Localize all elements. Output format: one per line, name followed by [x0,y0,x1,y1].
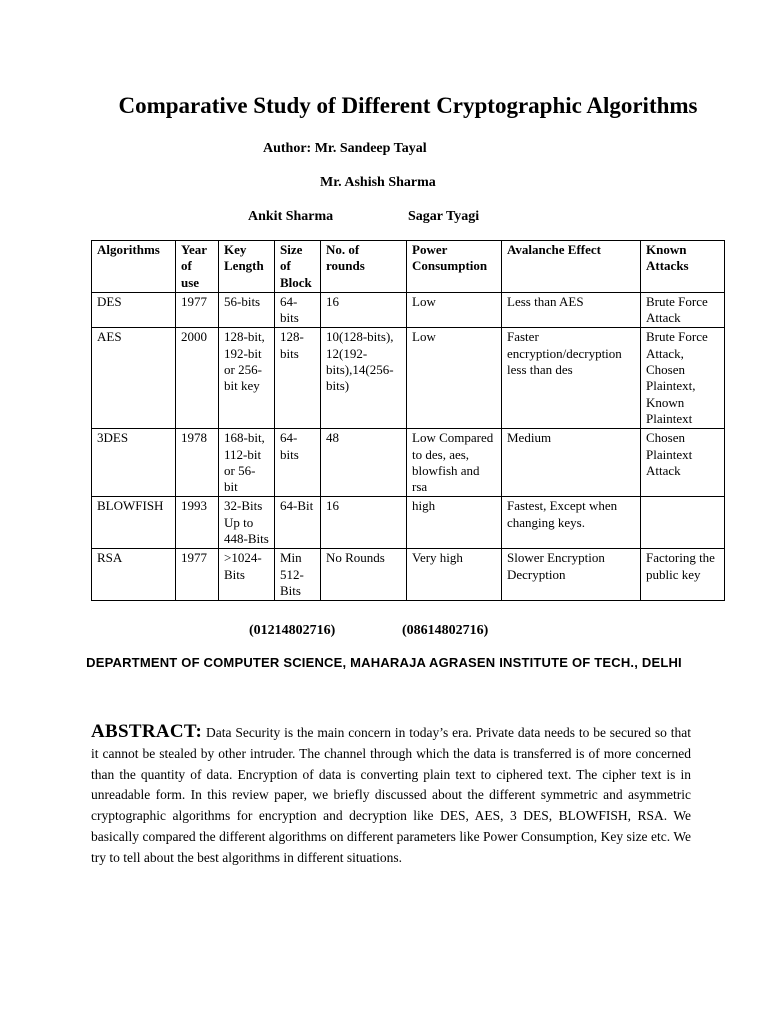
table-header-cell: Algorithms [92,241,176,293]
table-cell: 1978 [176,429,219,497]
abstract-body: Data Security is the main concern in today’s era. Private data needs to be secured so that it cannot be stealed by other intruder. The channel through which the data is transferred is of more concerned than the quantity of data. Encryption of data is converting plain text to ciphered text. The cipher text is in unreadable form. In this review paper, we briefly discussed about the different symmetric and asymmetric cryptographic algorithms for encryption and decryption like DES, AES, 3 DES, BLOWFISH, RSA. We basically compared the different algorithms on different parameters like Power Consumption, Key size etc. We try to tell about the best algorithms in different situations. [91,725,692,865]
table-cell: 56-bits [219,292,275,328]
abstract-section [91,722,691,869]
table-cell: AES [92,328,176,429]
table-cell: 16 [321,292,407,328]
table-header-cell: Key Length [219,241,275,293]
table-cell: Chosen Plaintext Attack [641,429,725,497]
table-cell: 128-bits [275,328,321,429]
table-row [92,292,725,328]
table-header-cell: Year of use [176,241,219,293]
table-cell: 1993 [176,497,219,549]
table-cell: 128-bit, 192-bit or 256-bit key [219,328,275,429]
table-header-cell: Power Consumption [407,241,502,293]
table-header-cell: No. of rounds [321,241,407,293]
table-cell: 2000 [176,328,219,429]
table-cell: 64-bits [275,292,321,328]
table-cell: Min 512-Bits [275,549,321,601]
phone-number-1: (01214802716) [249,623,336,638]
phone-number-2: (08614802716) [402,623,489,638]
table-cell: Brute Force Attack, Chosen Plaintext, Known Plaintext [641,328,725,429]
author-primary: Author: Mr. Sandeep Tayal [263,141,427,156]
table-cell: high [407,497,502,549]
author-fourth: Sagar Tyagi [408,209,480,224]
table-cell: 10(128-bits), 12(192-bits),14(256-bits) [321,328,407,429]
table-cell: Low [407,328,502,429]
table-cell: 64-Bit [275,497,321,549]
author-second: Mr. Ashish Sharma [320,175,436,190]
table-row [92,497,725,549]
table-cell: Faster encryption/decryption less than des [502,328,641,429]
table-cell: Factoring the public key [641,549,725,601]
table-cell: 32-Bits Up to 448-Bits [219,497,275,549]
table-cell: 48 [321,429,407,497]
department-affiliation: DEPARTMENT OF COMPUTER SCIENCE, MAHARAJA AGRASEN INSTITUTE OF TECH., DELHI [86,655,682,670]
table-cell: RSA [92,549,176,601]
table-header-row [92,241,725,293]
table-cell: 1977 [176,549,219,601]
table-cell: Low [407,292,502,328]
table-cell: BLOWFISH [92,497,176,549]
table-header-cell: Size of Block [275,241,321,293]
table-cell: 1977 [176,292,219,328]
table-cell: Medium [502,429,641,497]
table-cell: 168-bit, 112-bit or 56-bit [219,429,275,497]
table-cell: No Rounds [321,549,407,601]
table-cell: 64-bits [275,429,321,497]
abstract-heading: ABSTRACT: [91,721,203,742]
table-row [92,429,725,497]
table-cell: DES [92,292,176,328]
author-third: Ankit Sharma [248,209,334,224]
table-cell: Slower Encryption Decryption [502,549,641,601]
comparison-table [91,240,725,601]
table-cell: 16 [321,497,407,549]
table-cell: Brute Force Attack [641,292,725,328]
table-cell: Less than AES [502,292,641,328]
table-cell [641,497,725,549]
paper-title: Comparative Study of Different Cryptographic Algorithms [118,93,698,118]
table-row [92,549,725,601]
table-row [92,328,725,429]
table-cell: 3DES [92,429,176,497]
table-cell: Low Compared to des, aes, blowfish and rsa [407,429,502,497]
table-header-cell: Known Attacks [641,241,725,293]
table-cell: >1024-Bits [219,549,275,601]
table-header-cell: Avalanche Effect [502,241,641,293]
table-cell: Fastest, Except when changing keys. [502,497,641,549]
table-cell: Very high [407,549,502,601]
